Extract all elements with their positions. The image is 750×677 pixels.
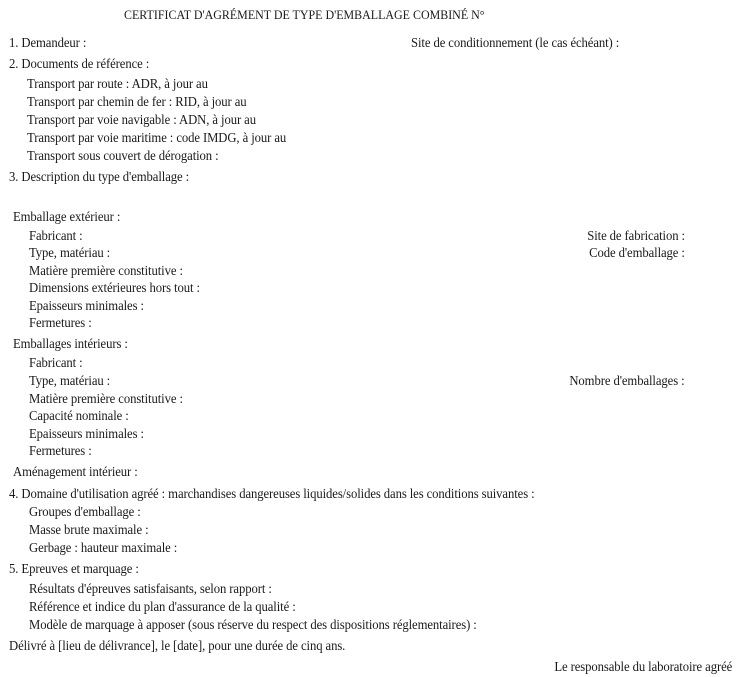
int-epaisseurs-label: Epaisseurs minimales : (29, 426, 144, 441)
ext-epaisseurs-label: Epaisseurs minimales : (29, 298, 144, 313)
ext-site-fabrication-label: Site de fabrication : (587, 228, 685, 243)
int-type-materiau-label: Type, matériau : (29, 373, 111, 388)
reference-derogation: Transport sous couvert de dérogation : (27, 148, 219, 163)
gerbage-label: Gerbage : hauteur maximale : (29, 540, 178, 555)
reference-rail: Transport par chemin de fer : RID, à jour au (27, 94, 247, 109)
modele-marquage-label: Modèle de marquage à apposer (sous réserve du respect des dispositions réglementaires) : (29, 617, 477, 632)
signature-label: Le responsable du laboratoire agréé (554, 659, 732, 674)
ext-fermetures-label: Fermetures : (29, 315, 92, 330)
int-matiere-label: Matière première constitutive : (29, 391, 183, 406)
reference-maritime: Transport par voie maritime : code IMDG, à jour au (27, 130, 287, 145)
reference-plan-qualite-label: Référence et indice du plan d'assurance de la qualité : (29, 599, 296, 614)
int-fermetures-label: Fermetures : (29, 443, 92, 458)
ext-fabricant-label: Fabricant : (29, 228, 83, 243)
amenagement-interieur-label: Aménagement intérieur : (13, 464, 138, 479)
document-title: CERTIFICAT D'AGRÉMENT DE TYPE D'EMBALLAGE COMBINÉ N° (124, 7, 485, 22)
reference-navigable: Transport par voie navigable : ADN, à jour au (27, 112, 256, 127)
groupes-emballage-label: Groupes d'emballage : (29, 504, 141, 519)
ext-type-materiau-label: Type, matériau : (29, 245, 111, 260)
resultats-epreuves-label: Résultats d'épreuves satisfaisants, selon rapport : (29, 581, 272, 596)
reference-route: Transport par route : ADR, à jour au (27, 76, 208, 91)
ext-matiere-label: Matière première constitutive : (29, 263, 183, 278)
epreuves-marquage-heading: 5. Epreuves et marquage : (9, 561, 139, 576)
description-heading: 3. Description du type d'emballage : (9, 169, 190, 184)
ext-code-emballage-label: Code d'emballage : (589, 245, 685, 260)
emballage-exterieur-heading: Emballage extérieur : (13, 209, 121, 224)
site-conditionnement-label: Site de conditionnement (le cas échéant) : (411, 35, 620, 50)
int-fabricant-label: Fabricant : (29, 355, 83, 370)
documents-reference-heading: 2. Documents de référence : (9, 56, 150, 71)
delivrance-statement: Délivré à [lieu de délivrance], le [date], pour une durée de cinq ans. (9, 638, 346, 653)
domaine-utilisation-heading: 4. Domaine d'utilisation agréé : marchandises dangereuses liquides/solides dans les conditions suivantes : (9, 486, 535, 501)
int-capacite-label: Capacité nominale : (29, 408, 129, 423)
emballages-interieurs-heading: Emballages intérieurs : (13, 336, 128, 351)
int-nombre-emballages-label: Nombre d'emballages : (569, 373, 685, 388)
demandeur-label: 1. Demandeur : (9, 35, 87, 50)
masse-brute-label: Masse brute maximale : (29, 522, 149, 537)
ext-dimensions-label: Dimensions extérieures hors tout : (29, 280, 200, 295)
